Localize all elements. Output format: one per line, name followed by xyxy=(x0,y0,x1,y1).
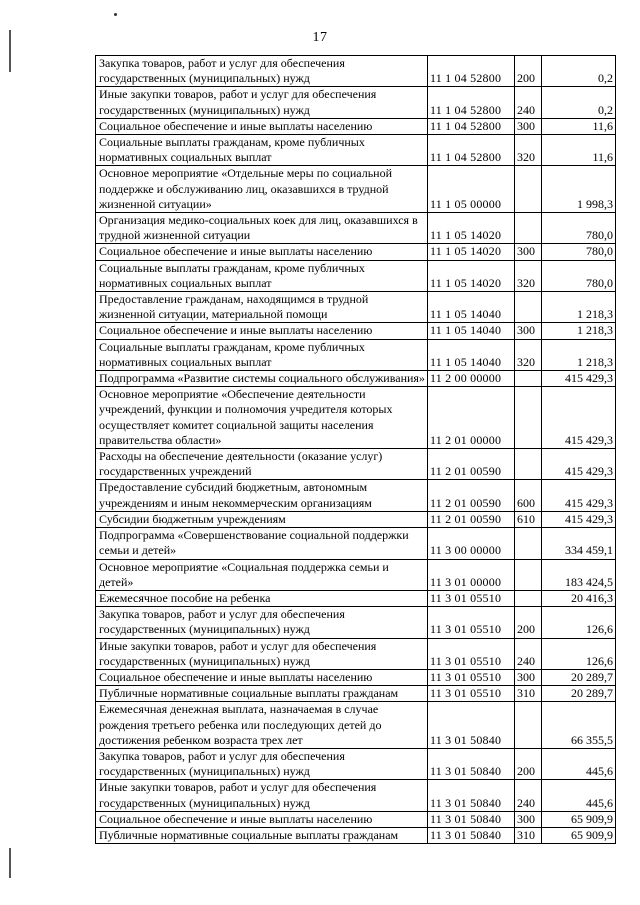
row-code: 11 1 04 52800 xyxy=(428,56,515,87)
row-name: Основное мероприятие «Социальная поддержка семьи и детей» xyxy=(96,559,428,590)
table-row xyxy=(96,702,616,749)
row-code: 11 2 01 00590 xyxy=(428,480,515,511)
row-sum: 66 355,5 xyxy=(542,702,616,749)
row-sum: 20 289,7 xyxy=(542,669,616,685)
row-sum: 126,6 xyxy=(542,638,616,669)
table-row xyxy=(96,638,616,669)
row-type: 240 xyxy=(515,87,542,118)
row-type: 300 xyxy=(515,669,542,685)
row-type: 320 xyxy=(515,260,542,291)
row-name: Иные закупки товаров, работ и услуг для обеспечения государственных (муниципальных) нужд xyxy=(96,87,428,118)
row-code: 11 1 04 52800 xyxy=(428,87,515,118)
row-name: Предоставление субсидий бюджетным, автономным учреждениям и иным некоммерческим организациям xyxy=(96,480,428,511)
row-sum: 780,0 xyxy=(542,213,616,244)
row-sum: 445,6 xyxy=(542,748,616,779)
row-code: 11 3 01 50840 xyxy=(428,702,515,749)
row-code: 11 3 01 05510 xyxy=(428,607,515,638)
row-type: 300 xyxy=(515,323,542,339)
row-type: 310 xyxy=(515,827,542,843)
table-row xyxy=(96,811,616,827)
row-type: 200 xyxy=(515,56,542,87)
row-code: 11 3 01 05510 xyxy=(428,686,515,702)
row-name: Социальные выплаты гражданам, кроме публичных нормативных социальных выплат xyxy=(96,339,428,370)
row-type: 240 xyxy=(515,780,542,811)
table-row xyxy=(96,339,616,370)
row-name: Предоставление гражданам, находящимся в трудной жизненной ситуации, материальной помощи xyxy=(96,292,428,323)
row-name: Социальное обеспечение и иные выплаты населению xyxy=(96,811,428,827)
table-row xyxy=(96,323,616,339)
row-sum: 415 429,3 xyxy=(542,480,616,511)
table-row xyxy=(96,827,616,843)
row-sum: 334 459,1 xyxy=(542,528,616,559)
table-row xyxy=(96,686,616,702)
table-row xyxy=(96,480,616,511)
row-name: Ежемесячная денежная выплата, назначаемая в случае рождения третьего ребенка или последующих детей до достижения ребенком возраста трех лет xyxy=(96,702,428,749)
row-name: Иные закупки товаров, работ и услуг для обеспечения государственных (муниципальных) нужд xyxy=(96,780,428,811)
row-name: Ежемесячное пособие на ребенка xyxy=(96,590,428,606)
row-code: 11 2 01 00000 xyxy=(428,387,515,449)
budget-table-body xyxy=(96,56,616,844)
scan-edge-mark-bottom xyxy=(9,848,11,878)
row-code: 11 1 04 52800 xyxy=(428,135,515,166)
table-row xyxy=(96,135,616,166)
table-row xyxy=(96,387,616,449)
row-type xyxy=(515,213,542,244)
row-type xyxy=(515,559,542,590)
row-sum: 1 218,3 xyxy=(542,292,616,323)
row-code: 11 2 01 00590 xyxy=(428,511,515,527)
row-code: 11 1 05 14020 xyxy=(428,260,515,291)
row-sum: 20 289,7 xyxy=(542,686,616,702)
table-row xyxy=(96,166,616,213)
row-code: 11 1 05 14040 xyxy=(428,339,515,370)
row-type: 200 xyxy=(515,748,542,779)
row-code: 11 3 01 50840 xyxy=(428,748,515,779)
table-row xyxy=(96,669,616,685)
table-row xyxy=(96,260,616,291)
row-sum: 126,6 xyxy=(542,607,616,638)
row-type: 610 xyxy=(515,511,542,527)
row-type: 600 xyxy=(515,480,542,511)
table-row xyxy=(96,748,616,779)
row-sum: 11,6 xyxy=(542,118,616,134)
row-name: Расходы на обеспечение деятельности (оказание услуг) государственных учреждений xyxy=(96,449,428,480)
row-code: 11 3 01 00000 xyxy=(428,559,515,590)
table-row xyxy=(96,118,616,134)
row-name: Основное мероприятие «Обеспечение деятельности учреждений, функции и полномочия учредителя которых осуществляет комитет социальной защиты населения правительства области» xyxy=(96,387,428,449)
row-name: Социальное обеспечение и иные выплаты населению xyxy=(96,244,428,260)
row-type xyxy=(515,702,542,749)
row-type: 300 xyxy=(515,244,542,260)
row-sum: 1 998,3 xyxy=(542,166,616,213)
table-row xyxy=(96,449,616,480)
row-code: 11 2 01 00590 xyxy=(428,449,515,480)
row-type: 200 xyxy=(515,607,542,638)
row-type: 320 xyxy=(515,339,542,370)
row-sum: 65 909,9 xyxy=(542,811,616,827)
row-code: 11 2 00 00000 xyxy=(428,371,515,387)
row-sum: 780,0 xyxy=(542,260,616,291)
row-name: Социальное обеспечение и иные выплаты населению xyxy=(96,323,428,339)
row-name: Подпрограмма «Совершенствование социальной поддержки семьи и детей» xyxy=(96,528,428,559)
row-code: 11 1 04 52800 xyxy=(428,118,515,134)
row-code: 11 3 01 05510 xyxy=(428,590,515,606)
table-row xyxy=(96,292,616,323)
row-name: Субсидии бюджетным учреждениям xyxy=(96,511,428,527)
row-code: 11 1 05 14020 xyxy=(428,213,515,244)
row-code: 11 3 00 00000 xyxy=(428,528,515,559)
row-name: Организация медико-социальных коек для лиц, оказавшихся в трудной жизненной ситуации xyxy=(96,213,428,244)
row-type: 320 xyxy=(515,135,542,166)
row-code: 11 3 01 50840 xyxy=(428,780,515,811)
row-code: 11 3 01 05510 xyxy=(428,669,515,685)
row-type: 300 xyxy=(515,118,542,134)
row-name: Социальные выплаты гражданам, кроме публичных нормативных социальных выплат xyxy=(96,260,428,291)
row-type xyxy=(515,292,542,323)
table-row xyxy=(96,511,616,527)
row-sum: 415 429,3 xyxy=(542,387,616,449)
row-sum: 20 416,3 xyxy=(542,590,616,606)
table-row xyxy=(96,780,616,811)
row-sum: 780,0 xyxy=(542,244,616,260)
row-sum: 0,2 xyxy=(542,56,616,87)
page-number: 17 xyxy=(312,30,328,45)
row-sum: 415 429,3 xyxy=(542,511,616,527)
table-row xyxy=(96,87,616,118)
row-sum: 0,2 xyxy=(542,87,616,118)
table-row xyxy=(96,213,616,244)
row-sum: 65 909,9 xyxy=(542,827,616,843)
row-type xyxy=(515,166,542,213)
row-sum: 415 429,3 xyxy=(542,449,616,480)
row-sum: 183 424,5 xyxy=(542,559,616,590)
row-sum: 445,6 xyxy=(542,780,616,811)
table-row xyxy=(96,590,616,606)
row-type: 300 xyxy=(515,811,542,827)
table-row xyxy=(96,607,616,638)
row-code: 11 1 05 00000 xyxy=(428,166,515,213)
row-sum: 11,6 xyxy=(542,135,616,166)
table-row xyxy=(96,528,616,559)
row-type xyxy=(515,371,542,387)
table-row xyxy=(96,244,616,260)
row-code: 11 1 05 14020 xyxy=(428,244,515,260)
row-sum: 1 218,3 xyxy=(542,339,616,370)
row-name: Подпрограмма «Развитие системы социального обслуживания» xyxy=(96,371,428,387)
row-code: 11 3 01 05510 xyxy=(428,638,515,669)
row-code: 11 3 01 50840 xyxy=(428,827,515,843)
row-type xyxy=(515,387,542,449)
row-name: Закупка товаров, работ и услуг для обеспечения государственных (муниципальных) нужд xyxy=(96,56,428,87)
row-type xyxy=(515,590,542,606)
row-code: 11 1 05 14040 xyxy=(428,323,515,339)
row-name: Закупка товаров, работ и услуг для обеспечения государственных (муниципальных) нужд xyxy=(96,607,428,638)
budget-table xyxy=(95,55,616,844)
row-name: Закупка товаров, работ и услуг для обеспечения государственных (муниципальных) нужд xyxy=(96,748,428,779)
row-code: 11 1 05 14040 xyxy=(428,292,515,323)
row-name: Основное мероприятие «Отдельные меры по социальной поддержке и обслуживанию лиц, оказавшихся в трудной жизненной ситуации» xyxy=(96,166,428,213)
row-type xyxy=(515,528,542,559)
row-type: 240 xyxy=(515,638,542,669)
row-name: Публичные нормативные социальные выплаты гражданам xyxy=(96,827,428,843)
table-row xyxy=(96,559,616,590)
row-name: Социальные выплаты гражданам, кроме публичных нормативных социальных выплат xyxy=(96,135,428,166)
scan-speck xyxy=(114,13,117,16)
row-name: Иные закупки товаров, работ и услуг для обеспечения государственных (муниципальных) нужд xyxy=(96,638,428,669)
row-type: 310 xyxy=(515,686,542,702)
row-code: 11 3 01 50840 xyxy=(428,811,515,827)
table-row xyxy=(96,56,616,87)
row-sum: 415 429,3 xyxy=(542,371,616,387)
table-row xyxy=(96,371,616,387)
row-name: Публичные нормативные социальные выплаты гражданам xyxy=(96,686,428,702)
row-sum: 1 218,3 xyxy=(542,323,616,339)
row-name: Социальное обеспечение и иные выплаты населению xyxy=(96,118,428,134)
row-type xyxy=(515,449,542,480)
row-name: Социальное обеспечение и иные выплаты населению xyxy=(96,669,428,685)
